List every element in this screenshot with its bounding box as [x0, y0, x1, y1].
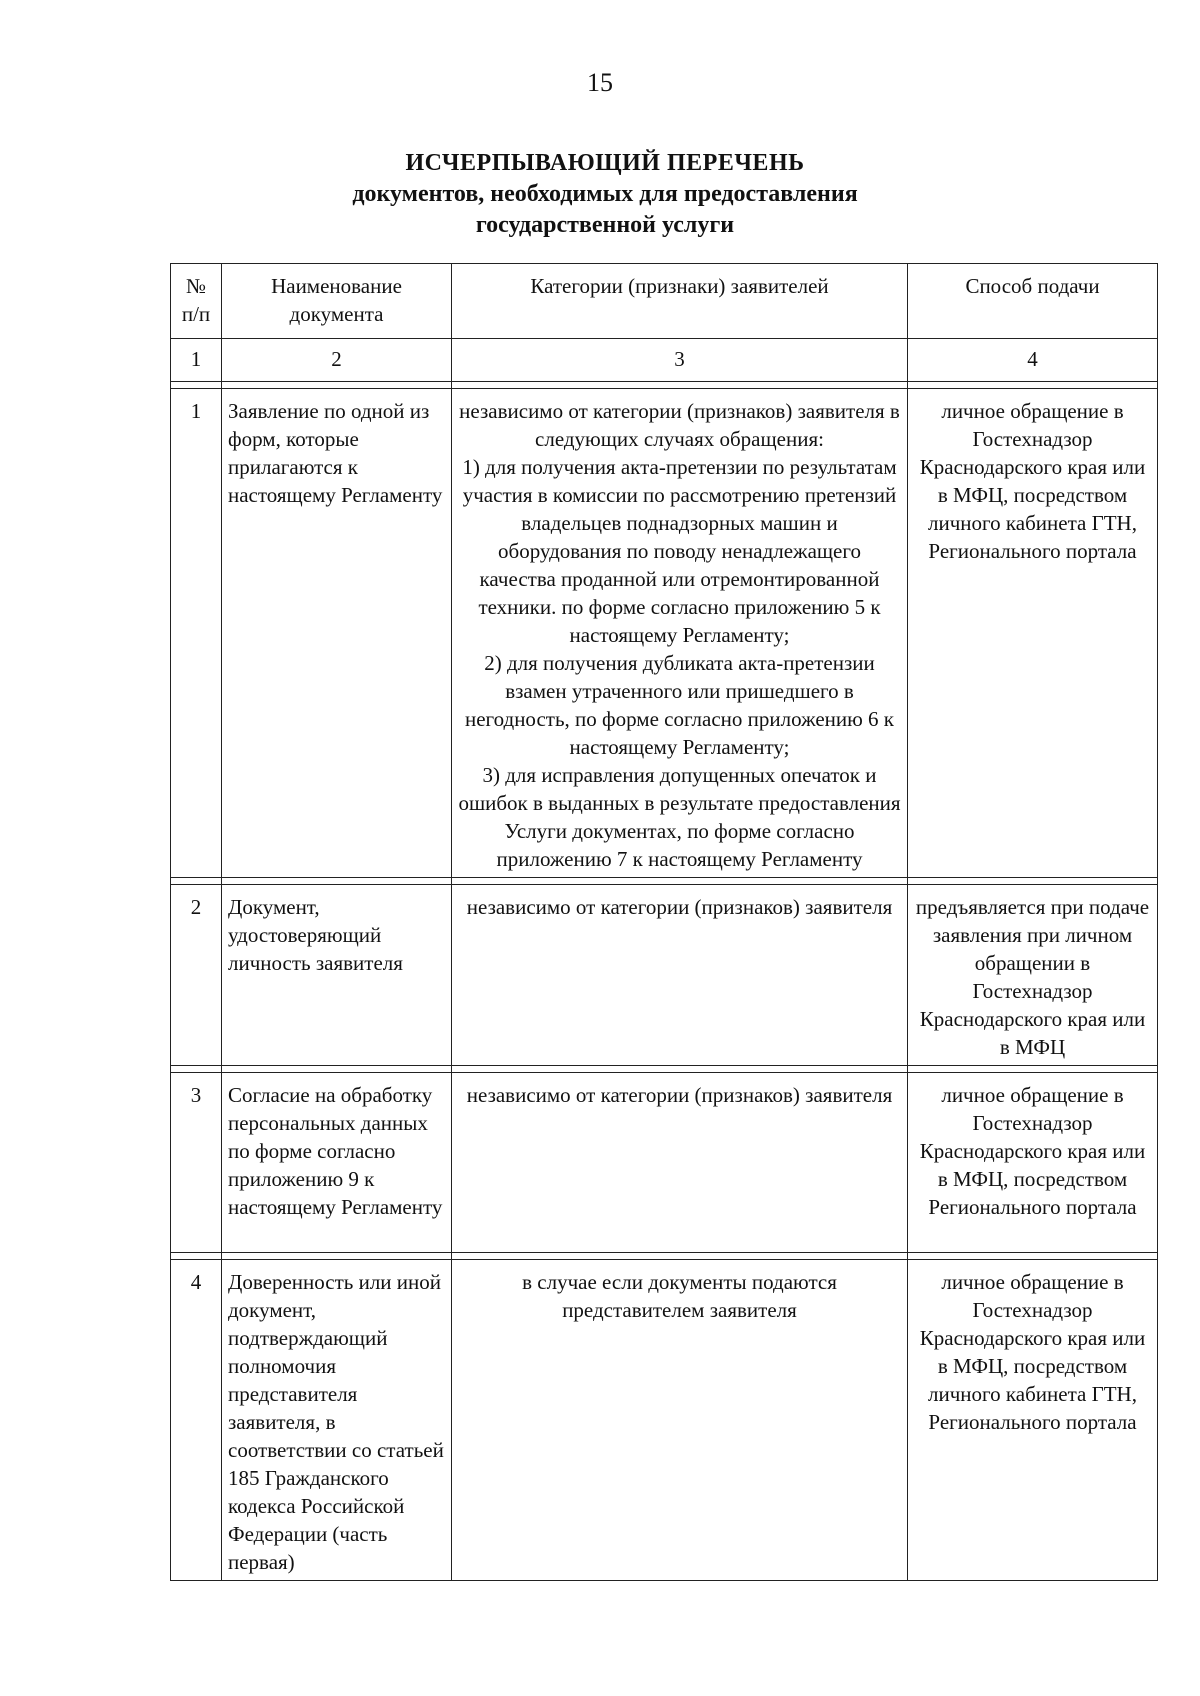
- column-number-row: [171, 339, 1158, 382]
- category-text: в случае если документы подаются представителем заявителя: [522, 1270, 837, 1322]
- applicant-categories: [452, 1073, 908, 1253]
- applicant-categories: [452, 389, 908, 878]
- document-name: Заявление по одной из форм, которые прилагаются к настоящему Регламенту: [222, 389, 452, 878]
- row-num: 4: [171, 1260, 222, 1581]
- column-number: 3: [452, 339, 908, 382]
- row-num: 2: [171, 885, 222, 1066]
- column-number: 2: [222, 339, 452, 382]
- submission-method: личное обращение в Гостехнадзор Краснодарского края или в МФЦ, посредством личного кабинета ГТН, Регионального портала: [908, 389, 1158, 878]
- table-header-row: [171, 264, 1158, 339]
- applicant-categories: [452, 885, 908, 1066]
- submission-method: личное обращение в Гостехнадзор Краснодарского края или в МФЦ, посредством личного кабинета ГТН, Регионального портала: [908, 1260, 1158, 1581]
- row-num: 1: [171, 389, 222, 878]
- table-row: [171, 389, 1158, 878]
- documents-table: [170, 263, 1158, 1581]
- title-line-3: государственной услуги: [475, 212, 735, 238]
- column-number: 4: [908, 339, 1158, 382]
- document-title: [300, 148, 910, 241]
- category-text: 1) для получения акта-претензии по результатам участия в комиссии по рассмотрению претензий владельцев поднадзорных машин и оборудования по поводу ненадлежащего качества проданной или отремонтированной техники. по форме согласно приложению 5 к настоящему Регламенту;: [462, 455, 897, 647]
- category-text: 2) для получения дубликата акта-претензии взамен утраченного или пришедшего в негодность, по форме согласно приложению 6 к настоящему Регламенту;: [464, 651, 895, 759]
- header-categories: Категории (признаки) заявителей: [452, 264, 908, 339]
- column-number: 1: [171, 339, 222, 382]
- row-num: 3: [171, 1073, 222, 1253]
- table-row: [171, 885, 1158, 1066]
- table-row: [171, 1260, 1158, 1581]
- submission-method: предъявляется при подаче заявления при личном обращении в Гостехнадзор Краснодарского края или в МФЦ: [908, 885, 1158, 1066]
- header-num: № п/п: [171, 264, 222, 339]
- header-method: Способ подачи: [908, 264, 1158, 339]
- category-text: 3) для исправления допущенных опечаток и ошибок в выданных в результате предоставления Услуги документах, по форме согласно приложению 7 к настоящему Регламенту: [458, 763, 901, 871]
- document-name: Документ, удостоверяющий личность заявителя: [222, 885, 452, 1066]
- header-name: Наименование документа: [222, 264, 452, 339]
- document-name: Доверенность или иной документ, подтверждающий полномочия представителя заявителя, в соответствии со статьей 185 Гражданского кодекса Российской Федерации (часть первая): [222, 1260, 452, 1581]
- page-number: 15: [587, 68, 613, 97]
- submission-method: личное обращение в Гостехнадзор Краснодарского края или в МФЦ, посредством Регионального портала: [908, 1073, 1158, 1253]
- category-text: независимо от категории (признаков) заявителя: [466, 1083, 893, 1107]
- applicant-categories: [452, 1260, 908, 1581]
- document-name: Согласие на обработку персональных данных по форме согласно приложению 9 к настоящему Регламенту: [222, 1073, 452, 1253]
- title-line-2: документов, необходимых для предоставления: [352, 181, 858, 207]
- title-line-1: ИСЧЕРПЫВАЮЩИЙ ПЕРЕЧЕНЬ: [405, 150, 805, 176]
- category-text: независимо от категории (признаков) заявителя: [466, 895, 893, 919]
- table-row: [171, 1073, 1158, 1253]
- category-text: независимо от категории (признаков) заявителя в следующих случаях обращения:: [459, 399, 900, 451]
